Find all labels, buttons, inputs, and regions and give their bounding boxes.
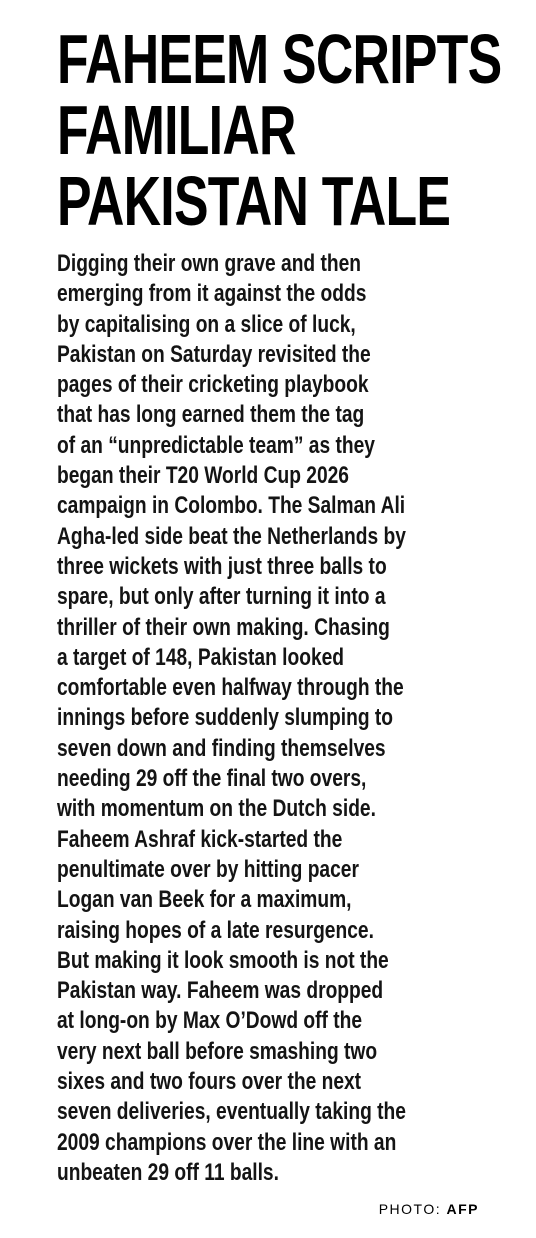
body-line: Logan van Beek for a maximum, bbox=[57, 886, 352, 914]
body-line: raising hopes of a late resurgence. bbox=[57, 916, 374, 944]
body-line: Digging their own grave and then bbox=[57, 250, 362, 277]
headline-line: PAKISTAN TALE bbox=[57, 162, 451, 240]
body-line: spare, but only after turning it into a bbox=[57, 583, 386, 611]
headline-line: FAHEEM SCRIPTS bbox=[57, 20, 502, 98]
article-body bbox=[57, 237, 505, 1188]
body-line: a target of 148, Pakistan looked bbox=[57, 643, 345, 671]
body-line: unbeaten 29 off 11 balls. bbox=[57, 1158, 279, 1186]
body-line: seven deliveries, eventually taking the bbox=[57, 1098, 406, 1126]
article bbox=[57, 20, 502, 1188]
body-line: thriller of their own making. Chasing bbox=[57, 613, 390, 641]
body-line: needing 29 off the final two overs, bbox=[57, 765, 367, 793]
body-line: innings before suddenly slumping to bbox=[57, 704, 394, 732]
body-line: emerging from it against the odds bbox=[57, 280, 367, 308]
body-line: with momentum on the Dutch side. bbox=[57, 795, 376, 823]
body-line: But making it look smooth is not the bbox=[57, 946, 389, 974]
body-line: three wickets with just three balls to bbox=[57, 552, 387, 580]
body-line: campaign in Colombo. The Salman Ali bbox=[57, 492, 406, 520]
body-line: by capitalising on a slice of luck, bbox=[57, 310, 356, 338]
photo-credit bbox=[379, 1201, 479, 1217]
body-line: began their T20 World Cup 2026 bbox=[57, 462, 349, 490]
body-line: at long-on by Max O’Dowd off the bbox=[57, 1007, 363, 1035]
body-line: Agha-led side beat the Netherlands by bbox=[57, 522, 406, 550]
body-line: Faheem Ashraf kick-started the bbox=[57, 825, 343, 853]
body-line: that has long earned them the tag bbox=[57, 401, 365, 429]
headline-line: FAMILIAR bbox=[57, 91, 296, 169]
body-line: very next ball before smashing two bbox=[57, 1037, 378, 1065]
body-line: pages of their cricketing playbook bbox=[57, 371, 369, 399]
body-line: of an “unpredictable team” as they bbox=[57, 431, 375, 459]
body-line: Pakistan on Saturday revisited the bbox=[57, 340, 371, 368]
photo-credit-label: PHOTO: bbox=[378, 1201, 442, 1217]
body-line: sixes and two fours over the next bbox=[57, 1068, 362, 1096]
body-line: Pakistan way. Faheem was dropped bbox=[57, 977, 384, 1005]
body-line: comfortable even halfway through the bbox=[57, 674, 404, 702]
body-line: 2009 champions over the line with an bbox=[57, 1128, 397, 1156]
photo-credit-source: AFP bbox=[446, 1201, 479, 1217]
body-line: seven down and finding themselves bbox=[57, 734, 386, 762]
headline bbox=[57, 20, 502, 240]
body-line: penultimate over by hitting pacer bbox=[57, 855, 359, 883]
